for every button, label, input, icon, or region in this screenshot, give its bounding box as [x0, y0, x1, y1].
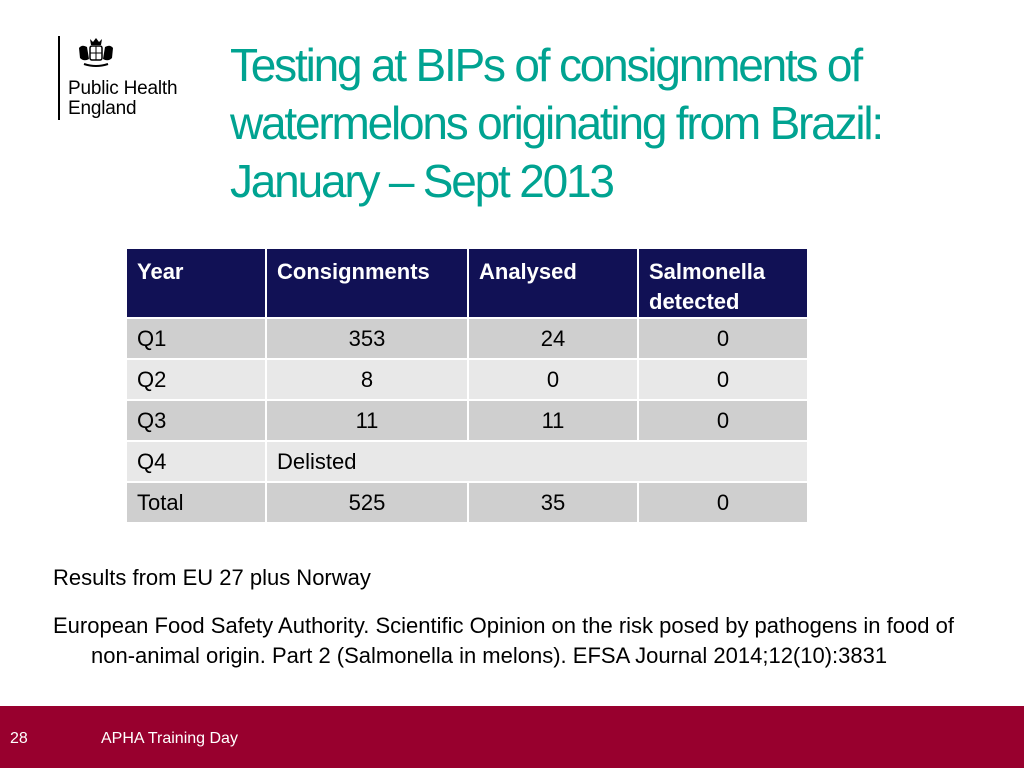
reference-citation: European Food Safety Authority. Scientific Opinion on the risk posed by pathogens in food of non-animal origin. Part 2 (Salmonella in melons). EFSA Journal 2014;12(10):3831	[53, 613, 954, 668]
table-header-row	[126, 248, 808, 318]
cell-consignments: 525	[266, 482, 468, 523]
cell-year: Q3	[126, 400, 266, 441]
cell-analysed: 35	[468, 482, 638, 523]
table-row	[126, 441, 808, 482]
logo-line-1: Public Health	[68, 78, 178, 99]
cell-year: Q4	[126, 441, 266, 482]
cell-salmonella: 0	[638, 318, 808, 359]
cell-salmonella: 0	[638, 400, 808, 441]
logo-line-2: England	[68, 98, 137, 119]
logo-divider	[58, 36, 60, 120]
header-consignments: Consignments	[266, 248, 468, 318]
consignments-table	[125, 247, 809, 524]
footer-bar	[0, 706, 1024, 768]
cell-salmonella: 0	[638, 482, 808, 523]
slide-title: Testing at BIPs of consignments of watermelons originating from Brazil: January – Sept 2013	[230, 39, 882, 207]
header-analysed: Analysed	[468, 248, 638, 318]
cell-year: Q1	[126, 318, 266, 359]
cell-consignments: 353	[266, 318, 468, 359]
header-year: Year	[126, 248, 266, 318]
cell-year: Total	[126, 482, 266, 523]
header-salmonella: Salmonella detected	[638, 248, 808, 318]
table-total-row	[126, 482, 808, 523]
logo-text	[68, 79, 177, 119]
results-note: Results from EU 27 plus Norway	[53, 565, 371, 590]
cell-salmonella: 0	[638, 359, 808, 400]
table-row	[126, 400, 808, 441]
table-row	[126, 359, 808, 400]
footer-label: APHA Training Day	[101, 730, 238, 747]
cell-delisted-note: Delisted	[266, 441, 808, 482]
table-row	[126, 318, 808, 359]
cell-analysed: 24	[468, 318, 638, 359]
cell-year: Q2	[126, 359, 266, 400]
phe-logo	[58, 36, 177, 120]
cell-consignments: 11	[266, 400, 468, 441]
page-number: 28	[10, 730, 28, 747]
cell-analysed: 11	[468, 400, 638, 441]
cell-analysed: 0	[468, 359, 638, 400]
cell-consignments: 8	[266, 359, 468, 400]
royal-crest-icon	[76, 36, 116, 70]
